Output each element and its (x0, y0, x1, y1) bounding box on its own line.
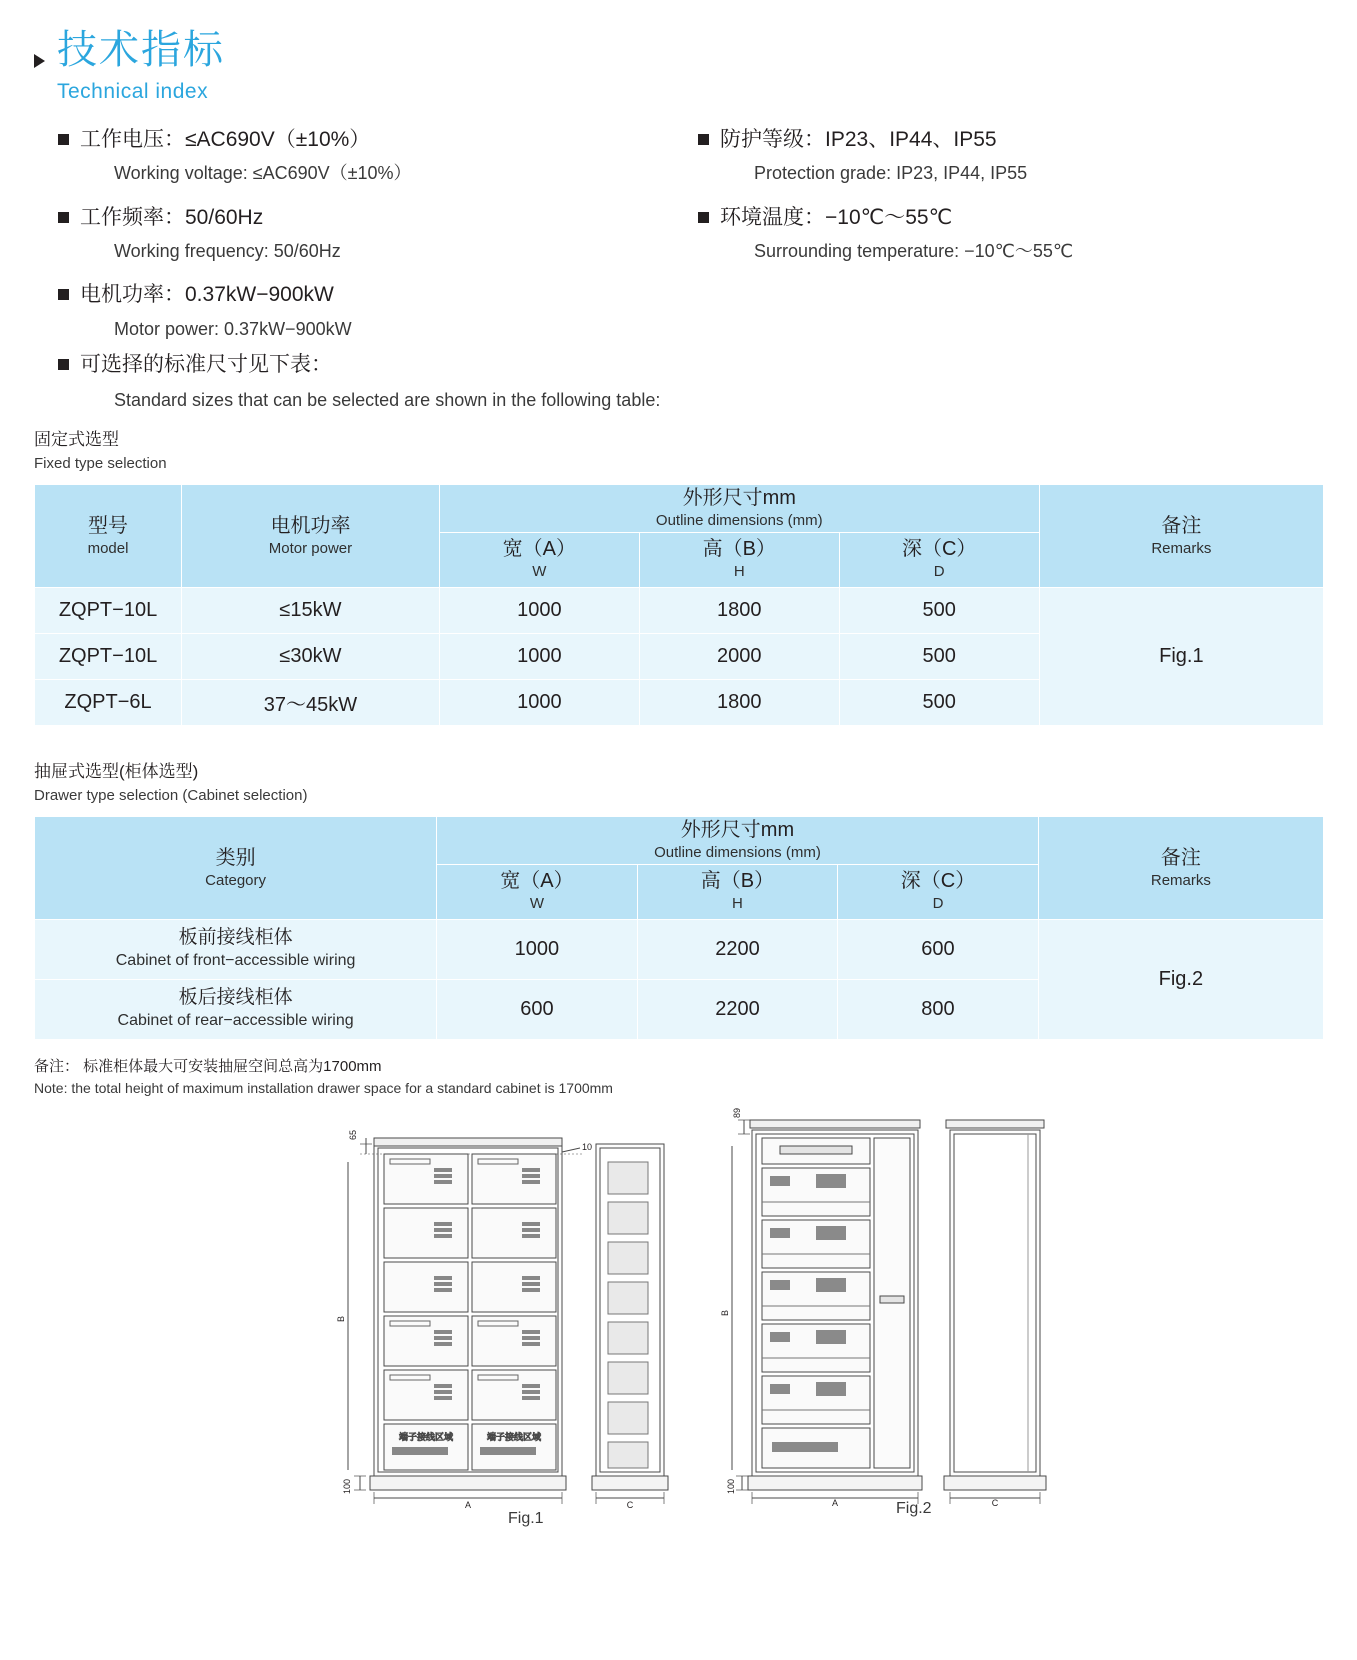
th-remarks (1038, 817, 1323, 920)
cell-model: ZQPT−10L (35, 587, 182, 633)
square-bullet-icon (58, 289, 69, 300)
th-remarks-en: Remarks (1151, 539, 1212, 557)
th-depth (839, 532, 1039, 587)
spec-text-en: Working frequency: 50/60Hz (114, 241, 341, 262)
table1-caption-cn: 固定式选型 (34, 430, 119, 449)
th-remarks (1039, 485, 1323, 588)
table2-caption-en: Drawer type selection (Cabinet selection) (34, 786, 308, 804)
th-height-cn: 高（B） (702, 538, 776, 561)
cell-power: 37～45kW (182, 679, 440, 725)
th-category-en: Category (205, 871, 267, 889)
dim-C: C (626, 1500, 634, 1510)
spec-item (58, 203, 678, 265)
standard-text-en: Standard sizes that can be selected are shown in the following table: (114, 390, 661, 411)
figure-area (0, 1100, 1357, 1600)
cell-width: 1000 (439, 633, 639, 679)
cell-height: 1800 (639, 587, 839, 633)
cell-depth: 500 (839, 633, 1039, 679)
cell-depth: 500 (839, 679, 1039, 725)
th-model-cn: 型号 (88, 514, 128, 537)
cell-width: 1000 (439, 679, 639, 725)
spec-text-en: Motor power: 0.37kW−900kW (114, 318, 352, 339)
table2-caption-cn: 抽屉式选型(柜体选型) (34, 762, 199, 781)
th-width-en: W (529, 895, 544, 913)
spec-item (698, 203, 1318, 265)
dim-B: B (336, 1315, 346, 1322)
dim-C: C (991, 1498, 999, 1506)
cell-remarks: Fig.1 (1039, 587, 1323, 725)
standard-sizes-note (58, 350, 1058, 414)
th-category (35, 817, 437, 920)
th-width (437, 864, 638, 919)
cell-model: ZQPT−10L (35, 633, 182, 679)
cell-depth: 600 (838, 919, 1039, 979)
th-outline-cn: 外形尺寸mm (682, 487, 796, 509)
triangle-bullet-icon (34, 54, 45, 68)
standard-text-cn: 可选择的标准尺寸见下表： (80, 353, 332, 376)
th-remarks-cn: 备注 (1160, 846, 1201, 869)
cell-width: 1000 (437, 919, 638, 979)
note-en: Note: the total height of maximum installation drawer space for a standard cabinet is 1700mm (34, 1080, 613, 1097)
spec-column-left (58, 125, 678, 358)
cell-depth: 500 (839, 587, 1039, 633)
square-bullet-icon (58, 359, 69, 370)
th-depth-cn: 深（C） (900, 870, 976, 893)
dim-65: 65 (348, 1129, 358, 1140)
fig1-terminal-label: 端子接线区域 (486, 1432, 542, 1442)
cell-category (35, 919, 437, 979)
spec-text-cn: 电机功率：0.37kW−900kW (80, 283, 334, 307)
title-cn: 技术指标 (57, 28, 225, 72)
th-height (637, 864, 838, 919)
cell-height: 2200 (637, 979, 838, 1039)
th-width-en: W (532, 563, 547, 581)
cell-width: 600 (437, 979, 638, 1039)
th-depth-en: D (932, 895, 944, 913)
th-depth-cn: 深（C） (901, 538, 977, 561)
title-en: Technical index (57, 80, 209, 103)
note-cn: 备注： 标准柜体最大可安装抽屉空间总高为1700mm (34, 1058, 382, 1075)
cell-width: 1000 (439, 587, 639, 633)
square-bullet-icon (698, 212, 709, 223)
table1-caption (34, 428, 167, 474)
cell-height: 1800 (639, 679, 839, 725)
cell-model: ZQPT−6L (35, 679, 182, 725)
spec-text-en: Protection grade: IP23, IP44, IP55 (754, 163, 1028, 184)
table1-caption-en: Fixed type selection (34, 454, 167, 472)
spec-text-cn: 环境温度：−10℃～55℃ (720, 205, 953, 229)
dim-A: A (464, 1500, 472, 1510)
cell-remarks: Fig.2 (1038, 919, 1323, 1039)
square-bullet-icon (58, 212, 69, 223)
cell-depth: 800 (838, 979, 1039, 1039)
cell-power: ≤15kW (182, 587, 440, 633)
square-bullet-icon (58, 134, 69, 145)
th-category-cn: 类别 (215, 846, 256, 869)
cell-category-en: Cabinet of rear−accessible wiring (117, 1011, 354, 1029)
spec-text-en: Surrounding temperature: −10℃～55℃ (754, 241, 1074, 262)
th-power-cn: 电机功率 (270, 514, 351, 537)
th-outline-en: Outline dimensions (mm) (654, 844, 821, 861)
spec-text-cn: 防护等级：IP23、IP44、IP55 (720, 128, 997, 151)
spec-item (58, 280, 678, 342)
th-model-en: model (87, 539, 129, 557)
spec-item (58, 125, 678, 187)
th-height (639, 532, 839, 587)
th-height-cn: 高（B） (700, 870, 775, 893)
dim-10: 10 (582, 1142, 593, 1152)
th-width-cn: 宽（A） (500, 870, 574, 893)
fig1-caption: Fig.1 (508, 1510, 544, 1527)
page-title (34, 28, 225, 104)
table2-caption (34, 760, 307, 806)
dim-A: A (831, 1498, 839, 1506)
fig1-terminal-label: 端子接线区域 (398, 1432, 454, 1442)
cell-category (35, 979, 437, 1039)
th-width (439, 532, 639, 587)
th-remarks-cn: 备注 (1161, 514, 1202, 537)
drawer-type-table (34, 816, 1324, 1040)
cell-category-cn: 板前接线柜体 (178, 927, 293, 949)
cell-category-en: Cabinet of front−accessible wiring (115, 951, 356, 969)
cell-power: ≤30kW (182, 633, 440, 679)
spec-text-en: Working voltage: ≤AC690V（±10%） (114, 163, 412, 184)
dim-100: 100 (342, 1478, 352, 1494)
th-outline-en: Outline dimensions (mm) (655, 512, 823, 529)
fig2-drawing (720, 1106, 940, 1506)
th-depth-en: D (933, 563, 945, 581)
fig2-caption: Fig.2 (896, 1500, 932, 1517)
th-depth (838, 864, 1039, 919)
spec-item (698, 125, 1318, 187)
table-note (34, 1055, 613, 1100)
th-model (35, 485, 182, 588)
spec-text-cn: 工作频率：50/60Hz (80, 205, 264, 229)
th-width-cn: 宽（A） (502, 538, 577, 561)
dim-89: 89 (732, 1107, 742, 1118)
th-height-en: H (732, 895, 743, 913)
cell-category-cn: 板后接线柜体 (178, 987, 293, 1009)
th-power-en: Motor power (268, 539, 353, 557)
fixed-type-table (34, 484, 1324, 726)
cell-height: 2200 (637, 919, 838, 979)
th-remarks-en: Remarks (1150, 871, 1211, 889)
th-outline-cn: 外形尺寸mm (680, 819, 795, 841)
square-bullet-icon (698, 134, 709, 145)
table-row (35, 919, 1324, 979)
cell-height: 2000 (639, 633, 839, 679)
th-outline (437, 817, 1039, 865)
spec-column-right (698, 125, 1318, 280)
fig1-side-drawing (578, 1122, 688, 1522)
table-row (35, 587, 1324, 633)
fig2-side-drawing (930, 1106, 1060, 1506)
dim-B: B (720, 1309, 730, 1316)
dim-100: 100 (726, 1478, 736, 1494)
th-height-en: H (733, 563, 745, 581)
th-outline (439, 485, 1039, 533)
th-power (182, 485, 440, 588)
spec-text-cn: 工作电压：≤AC690V（±10%） (80, 128, 371, 151)
